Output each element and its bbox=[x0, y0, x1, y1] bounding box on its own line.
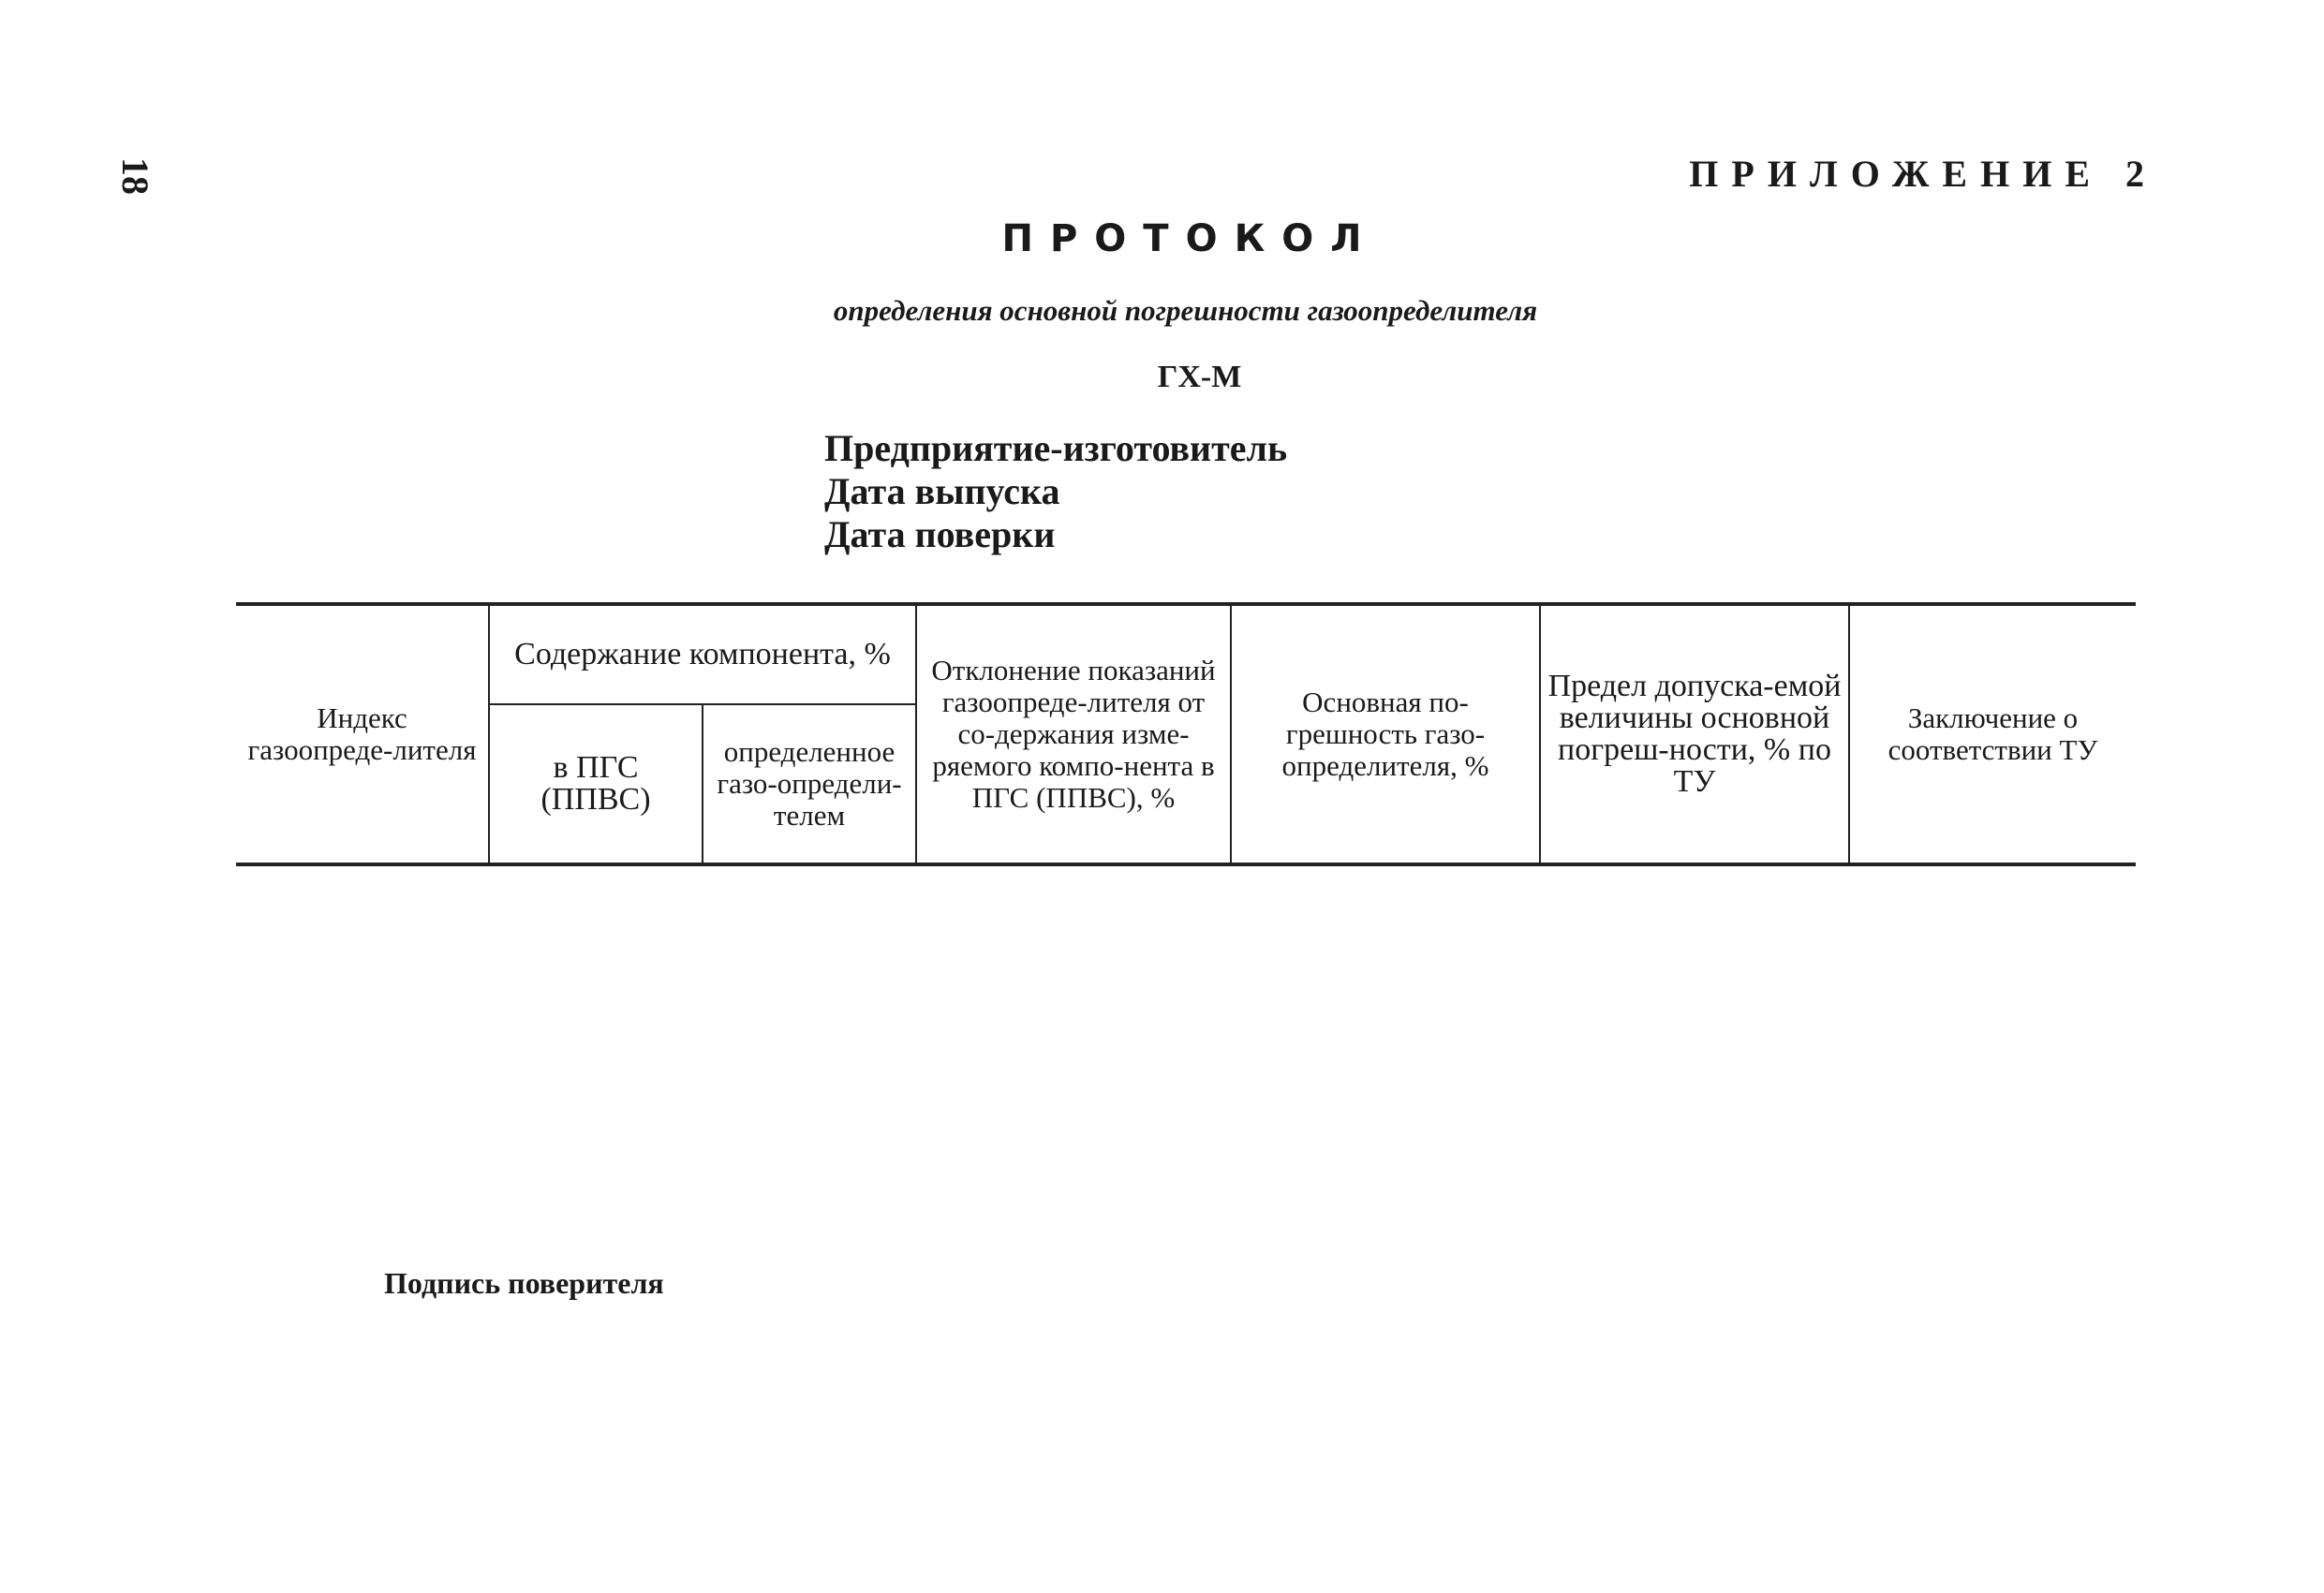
header-determined: определенное газо-определи-телем bbox=[703, 704, 916, 864]
header-in-pgs: в ПГС (ППВС) bbox=[489, 704, 703, 864]
field-release-date: Дата выпуска bbox=[824, 470, 1060, 512]
header-index: Индекс газоопреде-лителя bbox=[236, 604, 489, 864]
header-deviation: Отклонение показаний газоопреде-лителя от со-держания изме-ряемого компо-нента в ПГС (ППВС), % bbox=[916, 604, 1231, 864]
header-conclusion: Заключение о соответствии ТУ bbox=[1849, 604, 2136, 864]
header-content-group: Содержание компонента, % bbox=[489, 604, 916, 704]
page-number: 18 bbox=[114, 157, 156, 195]
field-manufacturer: Предприятие-изготовитель bbox=[824, 427, 1288, 469]
header-fields bbox=[824, 427, 1287, 556]
header-basic-error: Основная по-грешность газо-определителя, % bbox=[1231, 604, 1540, 864]
appendix-heading: ПРИЛОЖЕНИЕ 2 bbox=[1689, 153, 2157, 195]
table-header-row bbox=[236, 604, 2136, 704]
document-title: ПРОТОКОЛ bbox=[1001, 217, 1379, 260]
document-subtitle: определения основной погрешности газоопределителя bbox=[833, 294, 1538, 327]
protocol-table bbox=[236, 602, 2136, 866]
device-model: ГХ-М bbox=[1157, 360, 1242, 394]
field-verification-date: Дата поверки bbox=[824, 513, 1056, 555]
header-error-limit: Предел допуска-емой величины основной погреш-ности, % по ТУ bbox=[1540, 604, 1849, 864]
verifier-signature-label: Подпись поверителя bbox=[384, 1266, 664, 1300]
